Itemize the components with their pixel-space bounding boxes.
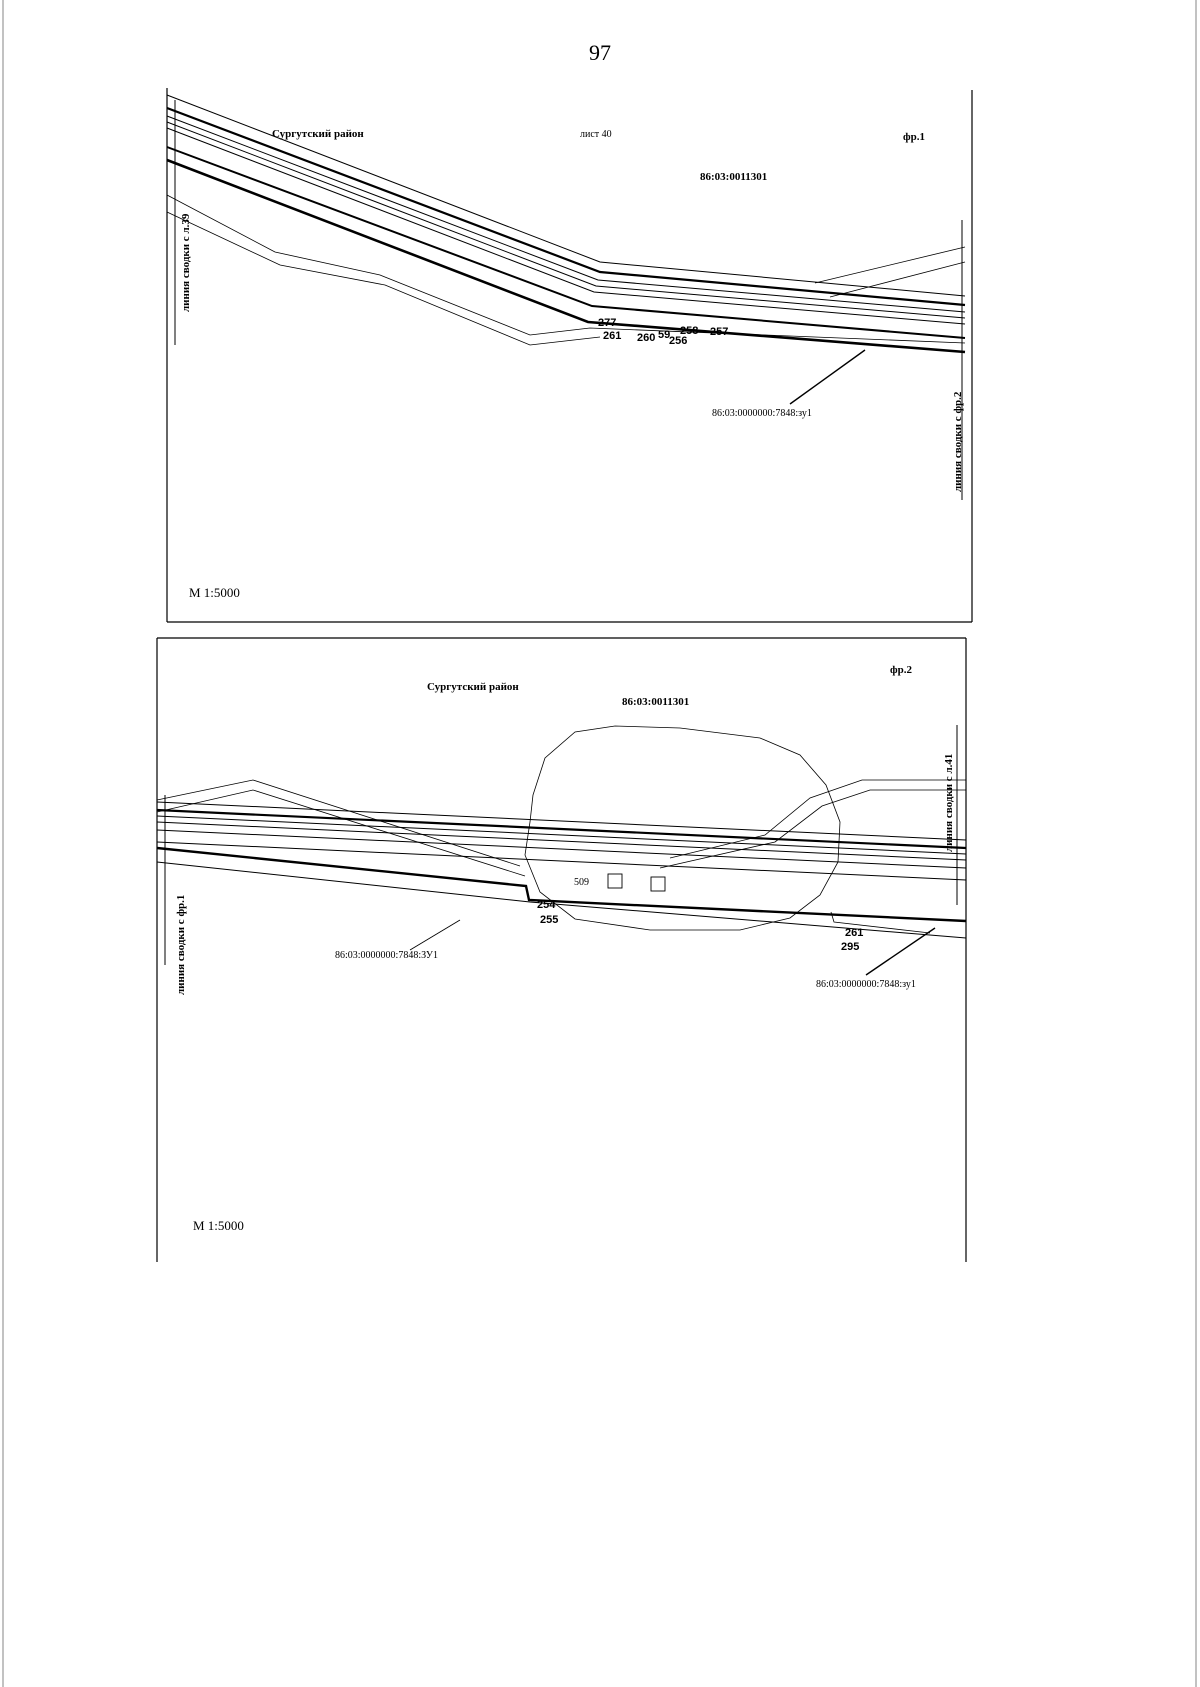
fragment-1-scale: М 1:5000 — [189, 585, 240, 600]
fragment-1-point-257: 257 — [710, 326, 729, 338]
fragment-2-scale: М 1:5000 — [193, 1218, 244, 1233]
fragment-2-parcel-leader-right — [866, 928, 935, 975]
fragment-1-quarter: 86:03:0011301 — [700, 171, 768, 183]
fragment-1-point-277: 277 — [598, 317, 617, 329]
fragment-1-point-256: 256 — [669, 335, 688, 347]
fragment-1-point-260: 260 — [637, 332, 656, 344]
fragment-2-tie-label-right: линия сводки с л.41 — [943, 753, 955, 852]
fragment-2-point-509: 509 — [574, 877, 589, 888]
fragment-2-corridor-lines — [157, 802, 966, 938]
fragment-2-parcel-leader-left — [410, 920, 460, 950]
fragment-1-parcel-leader — [790, 350, 865, 404]
fragment-2-point-254: 254 — [537, 899, 556, 911]
fragment-1-map — [0, 0, 1200, 640]
fragment-2-building-2 — [651, 877, 665, 891]
fragment-1-point-259: 59 — [658, 329, 671, 341]
fragment-2-point-295: 295 — [841, 941, 860, 953]
fragment-1-point-258: 258 — [680, 325, 699, 337]
fragment-2-district: Сургутский район — [427, 681, 519, 693]
fragment-2-quarter: 86:03:0011301 — [622, 696, 690, 708]
page-number: 97 — [589, 40, 611, 65]
fragment-1-thin-lines — [167, 195, 965, 345]
fragment-2-label: фр.2 — [890, 664, 912, 676]
fragment-2-point-255: 255 — [540, 914, 559, 926]
fragment-2-parcel-label-left: 86:03:0000000:7848:ЗУ1 — [335, 950, 438, 961]
fragment-1-district: Сургутский район — [272, 128, 364, 140]
fragment-1-tie-label-right: линия сводки с фр.2 — [952, 391, 964, 492]
fragment-2-thin-lines — [157, 780, 966, 933]
fragment-1-sheet: лист 40 — [580, 129, 612, 140]
fragment-2-point-261: 261 — [845, 927, 864, 939]
fragment-1-point-261: 261 — [603, 330, 622, 342]
fragment-1-tie-label-left: линия сводки с л.39 — [180, 213, 192, 312]
fragment-2-tie-label-left: линия сводки с фр.1 — [175, 894, 187, 995]
fragment-2-map — [0, 630, 1200, 1270]
fragment-1-parcel-label: 86:03:0000000:7848:зу1 — [712, 408, 812, 419]
fragment-2-parcel-label-right: 86:03:0000000:7848:зу1 — [816, 979, 916, 990]
fragment-2-building-1 — [608, 874, 622, 888]
fragment-1-label: фр.1 — [903, 131, 925, 143]
